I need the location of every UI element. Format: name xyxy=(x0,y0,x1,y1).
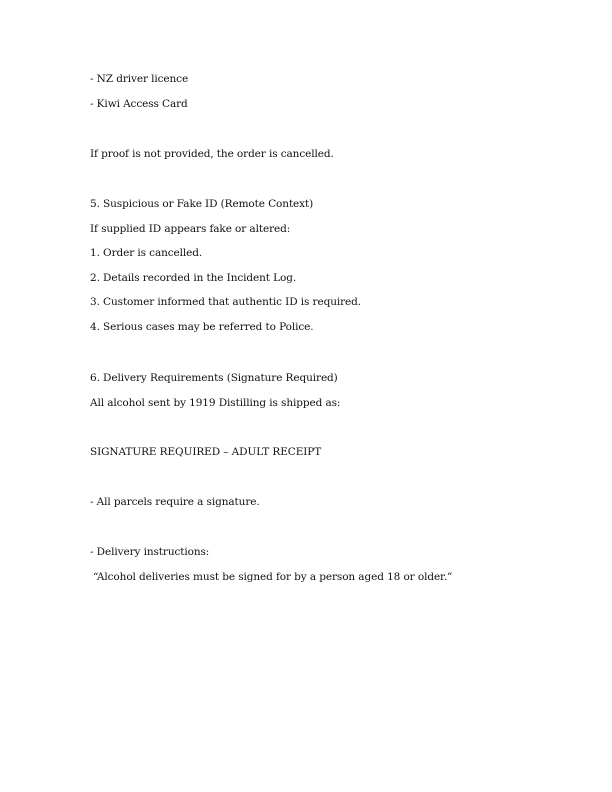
section-6-intro: All alcohol sent by 1919 Distilling is shipped as: xyxy=(90,397,341,409)
section-5-step: 2. Details recorded in the Incident Log. xyxy=(90,272,297,284)
section-6-heading: 6. Delivery Requirements (Signature Required) xyxy=(90,372,338,384)
id-list-item-kiwi-access: - Kiwi Access Card xyxy=(90,98,188,110)
section-5-heading: 5. Suspicious or Fake ID (Remote Context) xyxy=(90,198,314,210)
id-list-item-nz-licence: - NZ driver licence xyxy=(90,73,189,85)
section-5-step: 4. Serious cases may be referred to Police. xyxy=(90,321,314,333)
section-5-intro: If supplied ID appears fake or altered: xyxy=(90,223,291,235)
delivery-instructions-quote: “Alcohol deliveries must be signed for by a person aged 18 or older.” xyxy=(93,571,453,583)
section-5-step: 3. Customer informed that authentic ID is required. xyxy=(90,296,362,308)
proof-note: If proof is not provided, the order is cancelled. xyxy=(90,148,334,160)
delivery-instructions-label: - Delivery instructions: xyxy=(90,546,210,558)
signature-note: - All parcels require a signature. xyxy=(90,496,260,508)
section-5-step: 1. Order is cancelled. xyxy=(90,247,203,259)
shipping-label: SIGNATURE REQUIRED – ADULT RECEIPT xyxy=(90,446,322,458)
